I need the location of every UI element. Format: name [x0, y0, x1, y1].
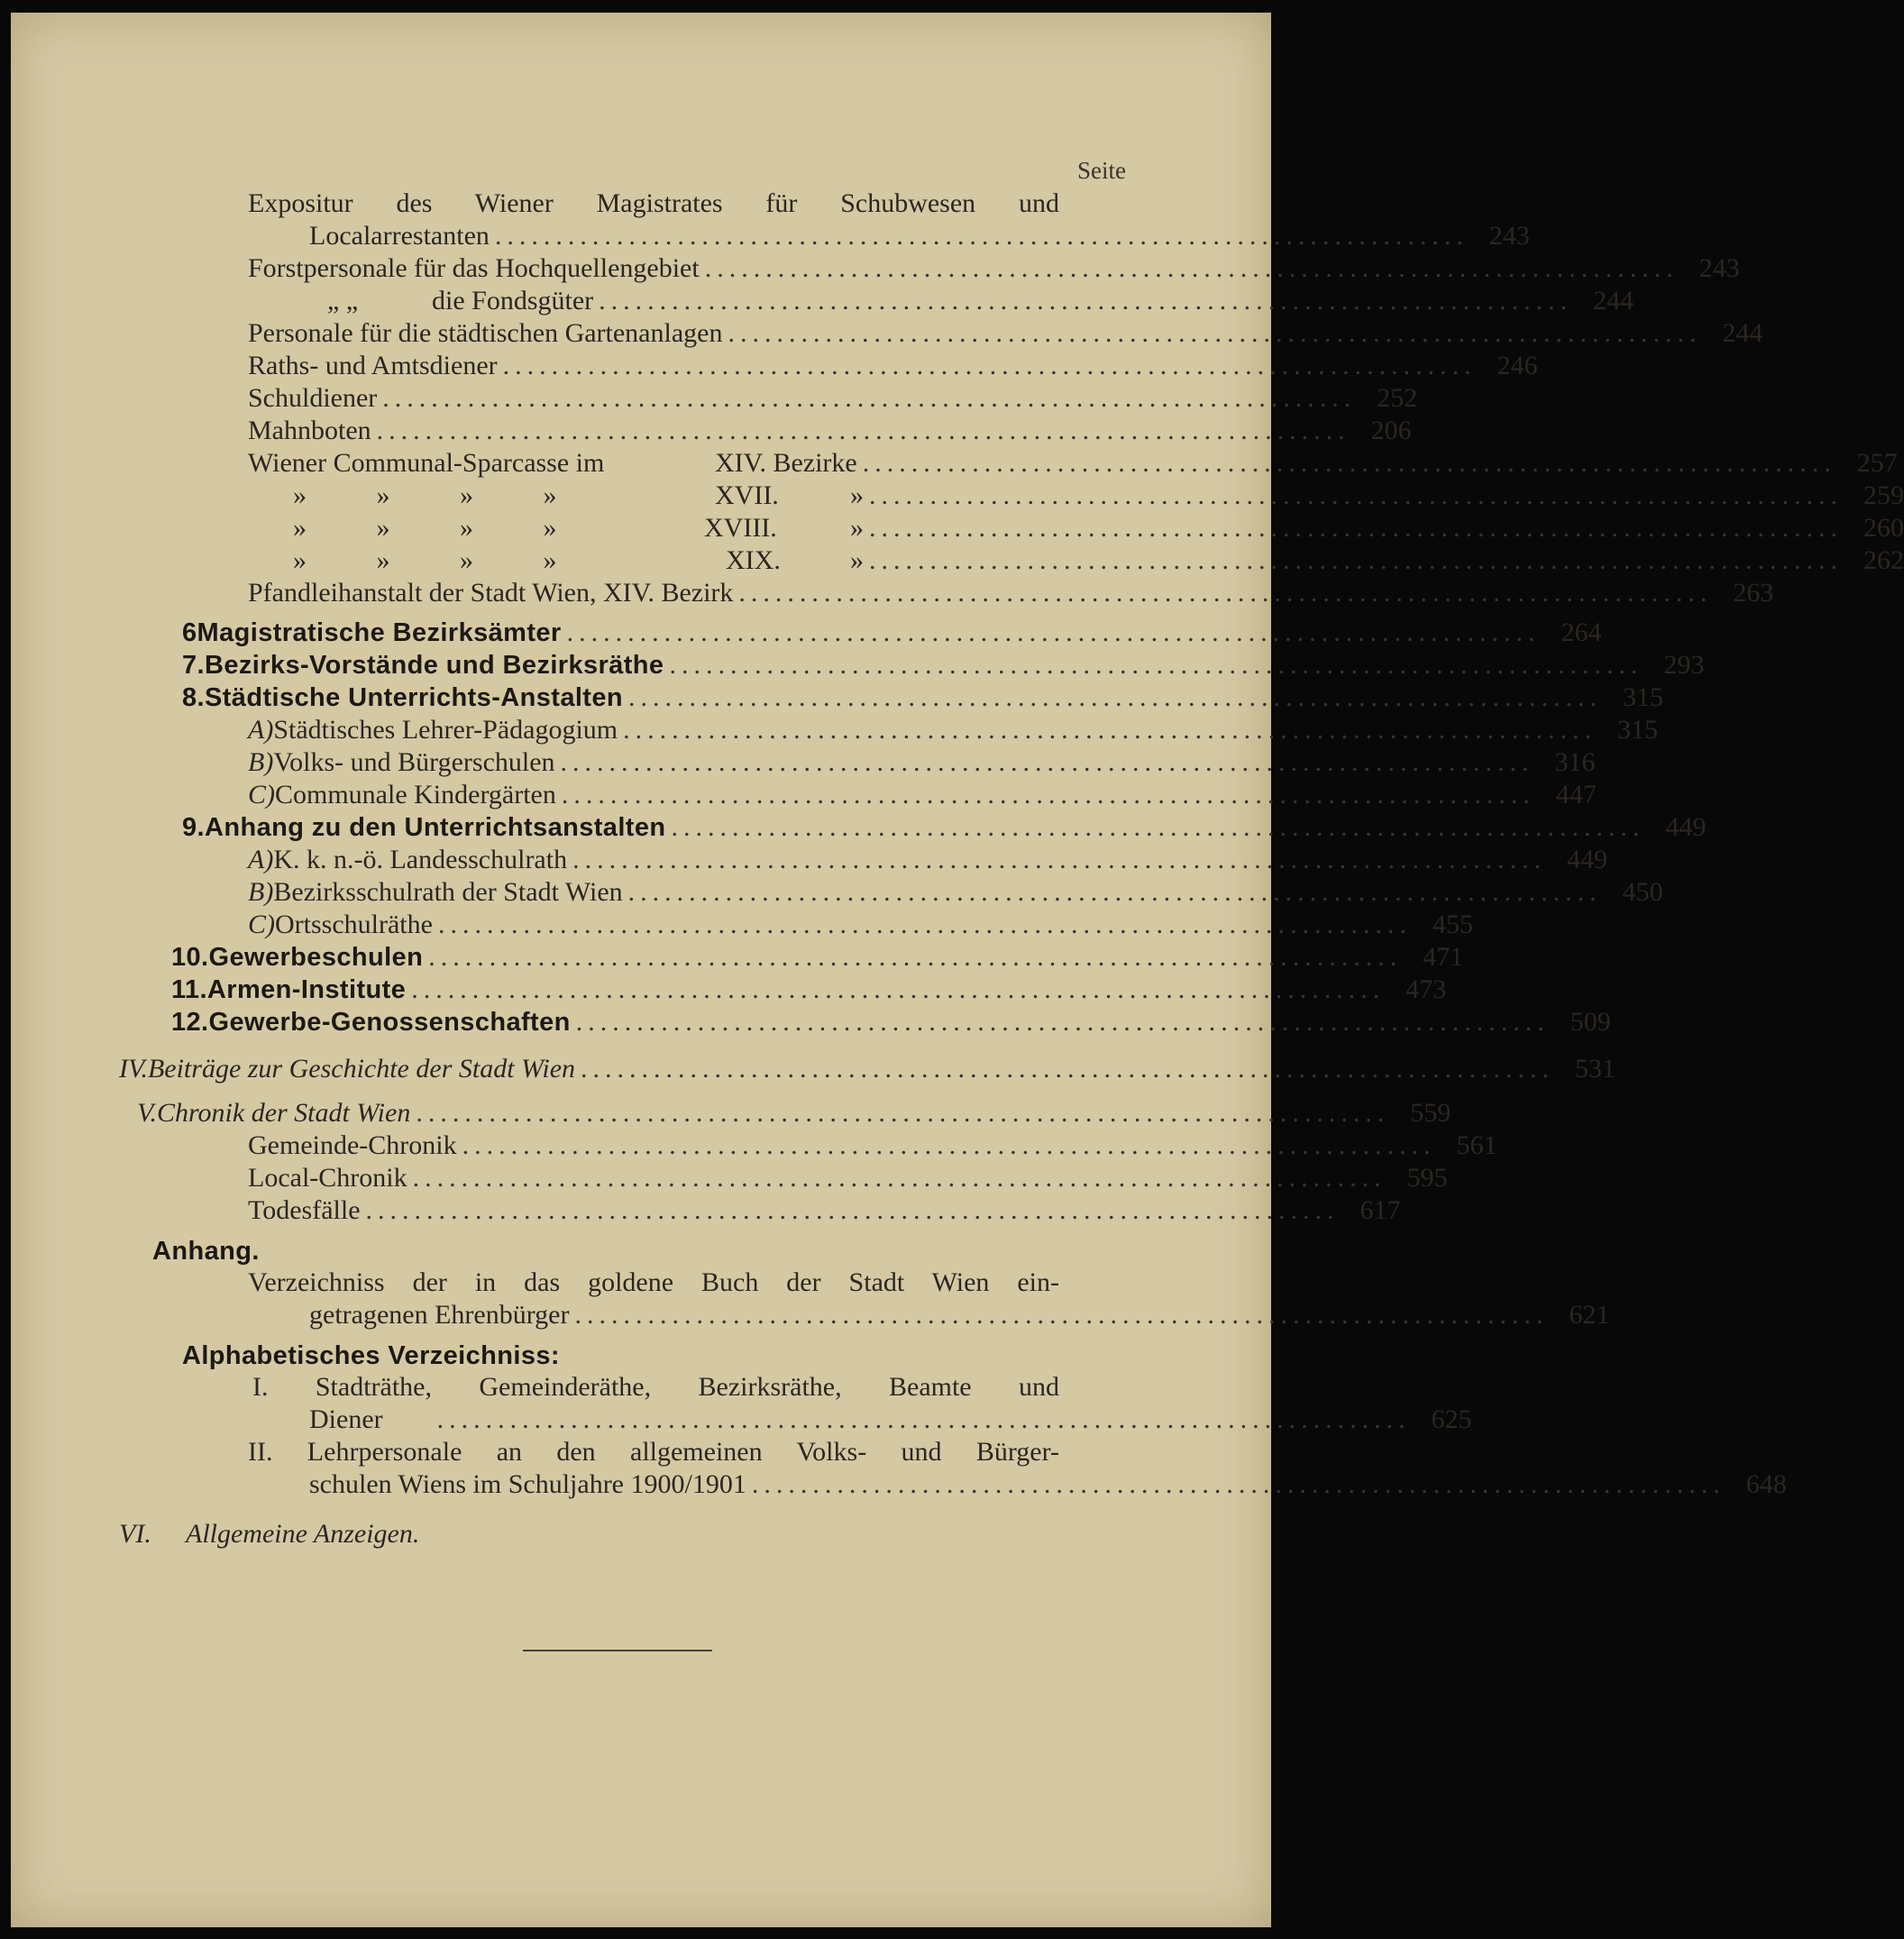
leader-dots: ................................................................................ — [436, 1404, 1411, 1434]
leader-dots: ................................................................................ — [376, 416, 1350, 445]
toc-entry-todesfaelle: Todesfälle ................................................................................ 617 — [248, 1195, 1401, 1225]
toc-entry-sparcasse-xiv: Wiener Communal-Sparcasse im XIV. Bezirke ................................................................................ 257 — [248, 448, 1898, 478]
page-number: 257 — [1856, 448, 1898, 478]
page-number: 243 — [1698, 253, 1740, 283]
page-number: 252 — [1377, 383, 1418, 413]
leader-dots: ................................................................................ — [738, 578, 1713, 608]
ditto-marks: » — [850, 513, 864, 543]
page-number: 206 — [1370, 416, 1412, 445]
toc-entry-9a: A) K. k. n.-ö. Landesschulrath ................................................................................ 449 — [248, 845, 1608, 874]
leader-dots: ................................................................................ — [561, 780, 1535, 809]
page-number: 509 — [1570, 1007, 1611, 1037]
toc-entry-9c: C) Ortsschulräthe ................................................................................ 455 — [248, 910, 1473, 939]
page-number: 260 — [1863, 513, 1904, 543]
page-number: 617 — [1359, 1195, 1401, 1225]
leader-dots: ................................................................................ — [669, 650, 1643, 680]
page-number: 243 — [1488, 221, 1530, 251]
page-number: 559 — [1410, 1098, 1451, 1128]
leader-dots: ................................................................................ — [869, 545, 1843, 575]
toc-entry-pfandleihanstalt: Pfandleihanstalt der Stadt Wien, XIV. Bezirk ................................................................................ 263 — [248, 578, 1774, 608]
leader-dots: ................................................................................ — [869, 513, 1843, 543]
leader-dots: ................................................................................ — [575, 1007, 1550, 1037]
leader-dots: ................................................................................ — [416, 1098, 1390, 1128]
toc-entry-ehrenbuerger-line1: Verzeichniss der in das goldene Buch der Stadt Wien ein- — [248, 1267, 1059, 1297]
page-number: 315 — [1617, 715, 1659, 745]
part-number: VI. — [119, 1519, 151, 1549]
page-number: 621 — [1569, 1300, 1610, 1330]
toc-entry-alpha-ii-line1: II. Lehrpersonale an den allgemeinen Volks- und Bürger- — [248, 1437, 1059, 1467]
part-number: IV. — [119, 1054, 148, 1084]
leader-dots: ................................................................................ — [728, 318, 1702, 348]
toc-heading-anhang: Anhang. — [152, 1237, 260, 1266]
leader-dots: ................................................................................ — [581, 1054, 1555, 1084]
page-number: 648 — [1745, 1469, 1787, 1499]
toc-entry-ehrenbuerger: getragenen Ehrenbürger ................................................................................ 621 — [309, 1300, 1610, 1330]
leader-dots: ................................................................................ — [494, 221, 1469, 251]
toc-section-11: 11. Armen-Institute ................................................................................ 473 — [171, 974, 1447, 1004]
page-number: 262 — [1863, 545, 1904, 575]
ditto-marks: » » » » — [293, 513, 557, 543]
page-number: 450 — [1622, 877, 1663, 907]
page-number: 473 — [1405, 974, 1447, 1004]
leader-dots: ................................................................................ — [411, 974, 1386, 1004]
toc-entry-sparcasse-xviii: » » » » XVIII. » ................................................................................ 260 — [248, 512, 1121, 544]
toc-section-10: 10. Gewerbeschulen ................................................................................ 471 — [171, 942, 1464, 972]
toc-entry-8c: C) Communale Kindergärten ................................................................................ 447 — [248, 780, 1597, 809]
page-number: 449 — [1567, 845, 1608, 874]
page-number: 471 — [1423, 942, 1464, 972]
page-number: 625 — [1431, 1404, 1472, 1434]
section-number: 6 — [182, 618, 197, 647]
leader-dots: ................................................................................ — [437, 910, 1412, 939]
leader-dots: ................................................................................ — [599, 286, 1573, 316]
page-number: 561 — [1456, 1130, 1497, 1160]
leader-dots: ................................................................................ — [862, 448, 1836, 478]
page-number: 263 — [1733, 578, 1774, 608]
toc-part-iv: IV. Beiträge zur Geschichte der Stadt Wien ................................................................................ 531 — [119, 1054, 1616, 1084]
toc-entry-9b: B) Bezirksschulrath der Stadt Wien ................................................................................ 450 — [248, 877, 1663, 907]
part-number: V. — [137, 1098, 157, 1128]
leader-dots: ................................................................................ — [671, 812, 1645, 842]
toc-heading-alphabetisch: Alphabetisches Verzeichniss: — [182, 1341, 560, 1370]
ditto-marks: » — [850, 545, 864, 575]
toc-entry-sparcasse-xvii: » » » » XVII. » ................................................................................ 259 — [248, 480, 1121, 512]
book-page — [11, 13, 1904, 1927]
page-number: 293 — [1663, 650, 1705, 680]
page-number: 316 — [1554, 747, 1596, 777]
subsection-letter: B) — [248, 877, 274, 907]
leader-dots: ................................................................................ — [623, 715, 1597, 745]
leader-dots: ................................................................................ — [628, 682, 1602, 712]
leader-dots: ................................................................................ — [627, 877, 1602, 907]
leader-dots: ................................................................................ — [365, 1195, 1340, 1225]
toc-entry-alpha-i-line1: I. Stadträthe, Gemeinderäthe, Bezirksräthe, Beamte und — [252, 1372, 1059, 1402]
page-number: 315 — [1623, 682, 1663, 712]
leader-dots: ................................................................................ — [502, 351, 1477, 380]
toc-entry-8b: B) Volks- und Bürgerschulen ................................................................................ 316 — [248, 747, 1596, 777]
toc-section-7: 7. Bezirks-Vorstände und Bezirksräthe ................................................................................ 293 — [182, 650, 1705, 680]
page-number: 447 — [1555, 780, 1597, 809]
page-number: 244 — [1593, 286, 1634, 316]
section-number: 8. — [182, 683, 205, 712]
subsection-letter: C) — [248, 780, 275, 809]
page-column-header: Seite — [1077, 157, 1126, 184]
toc-entry-mahnboten: Mahnboten ................................................................................ 206 — [248, 416, 1412, 445]
section-number: 10. — [171, 943, 209, 972]
leader-dots: ................................................................................ — [566, 617, 1541, 647]
leader-dots: ................................................................................ — [462, 1130, 1436, 1160]
toc-entry-fondsgueter: „ „ die Fondsgüter ................................................................................ 244 — [248, 285, 1121, 317]
section-number: 9. — [182, 813, 205, 842]
toc-entry-forstpersonale: Forstpersonale für das Hochquellengebiet ................................................................................ 243 — [248, 253, 1740, 283]
subsection-letter: C) — [248, 910, 275, 939]
toc-entry-local-chronik: Local-Chronik ................................................................................ 595 — [248, 1163, 1448, 1193]
page-number: 455 — [1432, 910, 1473, 939]
page-number: 531 — [1575, 1054, 1616, 1084]
closing-rule — [523, 1650, 712, 1651]
leader-dots: ................................................................................ — [751, 1469, 1726, 1499]
toc-entry-amtsdiener: Raths- und Amtsdiener ................................................................................ 246 — [248, 351, 1538, 380]
section-number: 7. — [182, 651, 205, 680]
toc-section-9: 9. Anhang zu den Unterrichtsanstalten ................................................................................ 449 — [182, 812, 1707, 842]
toc-section-6: 6 Magistratische Bezirksämter ................................................................................ 264 — [182, 617, 1602, 647]
page-number: 595 — [1406, 1163, 1448, 1193]
toc-entry-schuldiener: Schuldiener ................................................................................ 252 — [248, 383, 1418, 413]
leader-dots: ................................................................................ — [560, 747, 1534, 777]
toc-entry-expositur: Localarrestanten ................................................................................ 243 — [309, 221, 1530, 251]
subsection-letter: A) — [248, 715, 274, 745]
ditto-marks: » — [850, 480, 864, 510]
toc-entry-alpha-ii: schulen Wiens im Schuljahre 1900/1901 ................................................................................ 648 — [309, 1469, 1787, 1499]
toc-part-vi: VI. Allgemeine Anzeigen. — [119, 1519, 420, 1549]
ditto-marks: » » » » — [293, 480, 557, 510]
toc-section-8: 8. Städtische Unterrichts-Anstalten ................................................................................ 315 — [182, 682, 1663, 712]
toc-entry-expositur-line1: Expositur des Wiener Magistrates für Schubwesen und — [248, 188, 1059, 218]
ditto-marks: » » » » — [293, 545, 557, 575]
ditto-marks: „ „ — [327, 286, 359, 316]
toc-entry-8a: A) Städtisches Lehrer-Pädagogium ................................................................................ 315 — [248, 715, 1659, 745]
toc-section-12: 12. Gewerbe-Genossenschaften ................................................................................ 509 — [171, 1007, 1611, 1037]
toc-entry-sparcasse-xix: » » » » XIX. » ................................................................................ 262 — [248, 544, 1121, 577]
leader-dots: ................................................................................ — [412, 1163, 1387, 1193]
leader-dots: ................................................................................ — [572, 845, 1547, 874]
toc-entry-alpha-i: Diener ................................................................................ 625 — [309, 1404, 1472, 1434]
leader-dots: ................................................................................ — [382, 383, 1357, 413]
page-number: 449 — [1665, 812, 1707, 842]
toc-entry-gartenanlagen: Personale für die städtischen Gartenanlagen ................................................................................ 244 — [248, 318, 1763, 348]
page-number: 259 — [1863, 480, 1904, 510]
leader-dots: ................................................................................ — [574, 1300, 1549, 1330]
section-number: 11. — [171, 975, 207, 1004]
page-number: 246 — [1497, 351, 1538, 380]
page-number: 264 — [1561, 617, 1602, 647]
subsection-letter: B) — [248, 747, 274, 777]
leader-dots: ................................................................................ — [704, 253, 1679, 283]
section-number: 12. — [171, 1008, 209, 1037]
page-number: 244 — [1722, 318, 1763, 348]
subsection-letter: A) — [248, 845, 274, 874]
leader-dots: ................................................................................ — [428, 942, 1403, 972]
leader-dots: ................................................................................ — [869, 480, 1843, 510]
toc-entry-gemeinde-chronik: Gemeinde-Chronik ................................................................................ 561 — [248, 1130, 1497, 1160]
toc-part-v: V. Chronik der Stadt Wien ................................................................................ 559 — [137, 1098, 1451, 1128]
